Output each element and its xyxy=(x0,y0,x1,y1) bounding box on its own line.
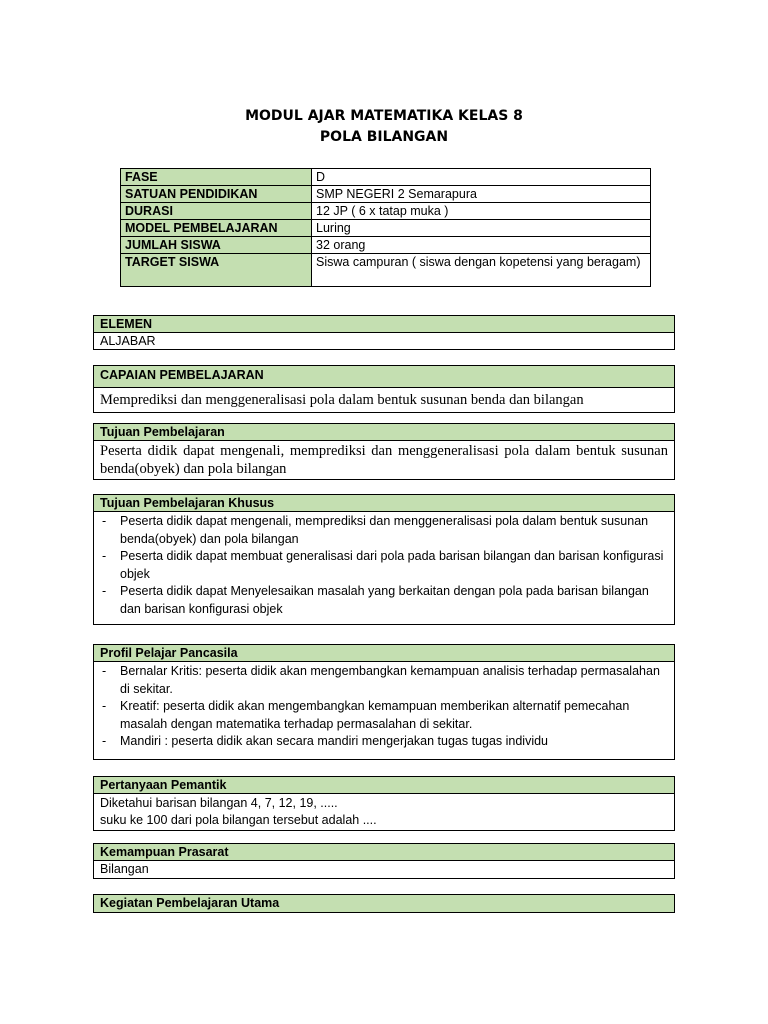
list-item: - Mandiri : peserta didik akan secara mandiri mengerjakan tugas tugas individu xyxy=(100,733,668,751)
row-value: 32 orang xyxy=(312,237,651,254)
table-row xyxy=(121,220,651,237)
table-row xyxy=(121,203,651,220)
section-body xyxy=(94,662,674,759)
section-header: Tujuan Pembelajaran xyxy=(94,424,674,441)
row-label: JUMLAH SISWA xyxy=(121,237,312,254)
question-line: suku ke 100 dari pola bilangan tersebut adalah .... xyxy=(100,813,377,827)
list-item: - Peserta didik dapat membuat generalisasi dari pola pada barisan bilangan dan barisan konfigurasi objek xyxy=(102,549,664,581)
elemen-section xyxy=(93,315,675,350)
row-value: Luring xyxy=(312,220,651,237)
kegiatan-section xyxy=(93,894,675,913)
table-row xyxy=(121,186,651,203)
row-label: MODEL PEMBELAJARAN xyxy=(121,220,312,237)
section-header: ELEMEN xyxy=(94,316,674,333)
section-body: Bilangan xyxy=(100,862,149,876)
bullet: - xyxy=(102,734,107,748)
table-row xyxy=(121,169,651,186)
section-header: Kegiatan Pembelajaran Utama xyxy=(94,895,674,912)
list-item: - Bernalar Kritis: peserta didik akan mengembangkan kemampuan analisis terhadap permasalahan di sekitar. xyxy=(102,664,660,696)
question-line: Diketahui barisan bilangan 4, 7, 12, 19, ..... xyxy=(100,796,338,810)
profil-section xyxy=(93,644,675,760)
section-body: Memprediksi dan menggeneralisasi pola dalam bentuk susunan benda dan bilangan xyxy=(100,392,584,408)
bullet: - xyxy=(102,549,107,563)
row-label: FASE xyxy=(121,169,312,186)
row-value: SMP NEGERI 2 Semarapura xyxy=(312,186,651,203)
tujuan-section xyxy=(93,423,675,480)
bullet: - xyxy=(102,584,107,598)
bullet: - xyxy=(102,664,107,678)
row-label: SATUAN PENDIDIKAN xyxy=(121,186,312,203)
prasarat-section xyxy=(93,843,675,879)
identity-table xyxy=(120,168,651,287)
row-label: TARGET SISWA xyxy=(121,254,312,287)
objective-list xyxy=(100,513,668,618)
section-header: CAPAIAN PEMBELAJARAN xyxy=(94,366,674,388)
table-row xyxy=(121,254,651,287)
tujuan-khusus-section xyxy=(93,494,675,625)
document-subtitle: POLA BILANGAN xyxy=(319,129,449,145)
bullet: - xyxy=(102,514,107,528)
capaian-section xyxy=(93,365,675,413)
section-header: Tujuan Pembelajaran Khusus xyxy=(94,495,674,512)
bullet: - xyxy=(102,699,107,713)
profile-list xyxy=(100,663,668,751)
row-value: 12 JP ( 6 x tatap muka ) xyxy=(312,203,651,220)
section-header: Pertanyaan Pemantik xyxy=(94,777,674,794)
pertanyaan-section xyxy=(93,776,675,831)
table-row xyxy=(121,237,651,254)
row-value: D xyxy=(312,169,651,186)
section-body xyxy=(94,512,674,624)
list-item: - Peserta didik dapat Menyelesaikan masalah yang berkaitan dengan pola pada barisan bilangan dan barisan konfigurasi objek xyxy=(102,584,649,616)
section-body: Peserta didik dapat mengenali, memprediksi dan menggeneralisasi pola dalam bentuk susunan benda(obyek) dan pola bilangan xyxy=(100,443,668,477)
row-label: DURASI xyxy=(121,203,312,220)
list-item: - Peserta didik dapat mengenali, memprediksi dan menggeneralisasi pola dalam bentuk susunan benda(obyek) dan pola bilangan xyxy=(102,514,649,546)
section-header: Kemampuan Prasarat xyxy=(94,844,674,861)
section-body: ALJABAR xyxy=(100,334,156,348)
list-item: - Kreatif: peserta didik akan mengembangkan kemampuan memberikan alternatif pemecahan masalah dengan matematika terhadap permasalahan di sekitar. xyxy=(102,699,630,731)
document-title: MODUL AJAR MATEMATIKA KELAS 8 xyxy=(245,108,523,124)
section-body xyxy=(94,794,674,830)
row-value: Siswa campuran ( siswa dengan kopetensi yang beragam) xyxy=(312,254,651,287)
section-header: Profil Pelajar Pancasila xyxy=(94,645,674,662)
